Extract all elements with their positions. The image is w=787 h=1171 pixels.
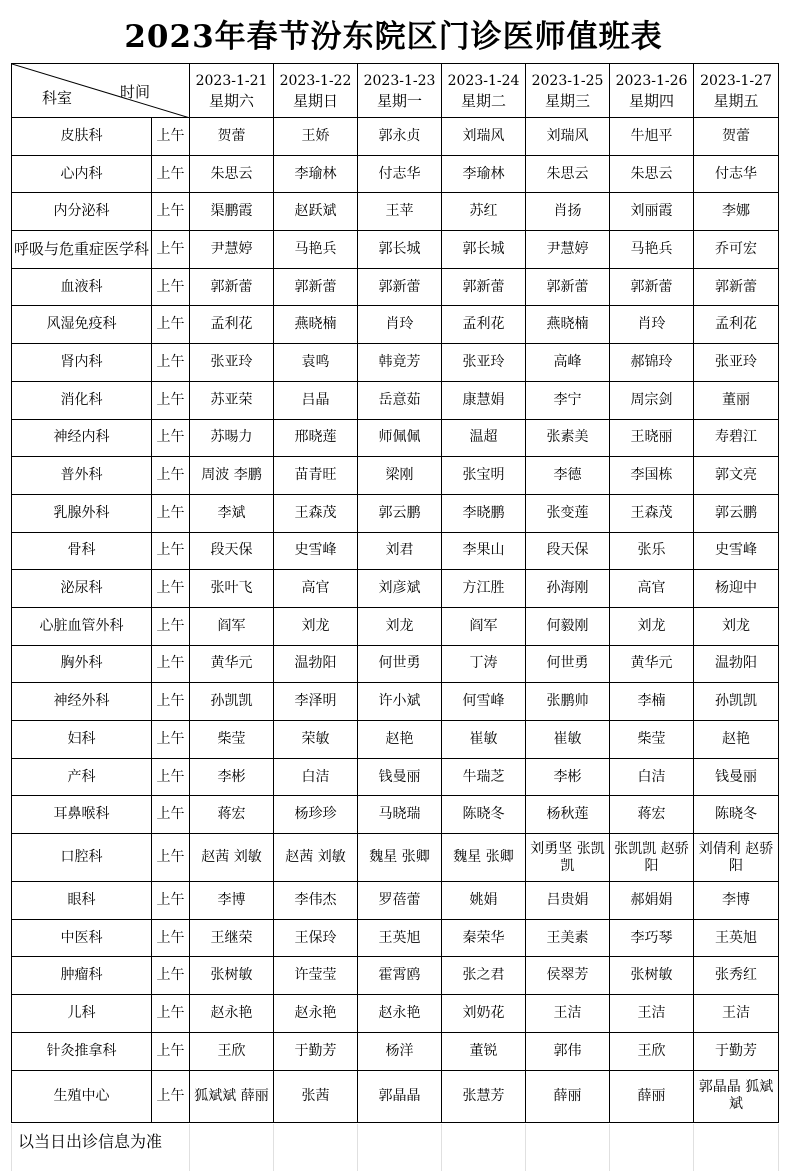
doctor-cell: 张鹏帅 (526, 683, 610, 721)
doctor-cell: 许莹莹 (274, 957, 358, 995)
period-cell: 上午 (152, 1032, 190, 1070)
table-row (12, 419, 779, 457)
doctor-cell: 于勤芳 (694, 1032, 779, 1070)
doctor-cell: 赵跃斌 (274, 193, 358, 231)
department-cell: 骨科 (12, 532, 152, 570)
period-cell: 上午 (152, 645, 190, 683)
doctor-cell: 李果山 (442, 532, 526, 570)
doctor-cell: 姚娟 (442, 882, 526, 920)
doctor-cell: 刘龙 (274, 607, 358, 645)
doctor-cell: 贺蕾 (190, 118, 274, 156)
department-cell: 普外科 (12, 457, 152, 495)
doctor-cell: 李宁 (526, 381, 610, 419)
department-cell: 神经内科 (12, 419, 152, 457)
doctor-cell: 李德 (526, 457, 610, 495)
table-row (12, 494, 779, 532)
doctor-cell: 薛丽 (610, 1070, 694, 1122)
doctor-cell: 郭新蕾 (610, 268, 694, 306)
table-row (12, 381, 779, 419)
department-cell: 儿科 (12, 995, 152, 1033)
doctor-cell: 吕贵娟 (526, 882, 610, 920)
period-cell: 上午 (152, 306, 190, 344)
department-cell: 针灸推拿科 (12, 1032, 152, 1070)
doctor-cell: 赵永艳 (190, 995, 274, 1033)
doctor-cell: 苏亚荣 (190, 381, 274, 419)
period-cell: 上午 (152, 607, 190, 645)
doctor-cell: 郭晶晶 狐斌斌 (694, 1070, 779, 1122)
period-cell: 上午 (152, 995, 190, 1033)
weekday-label: 星期三 (544, 91, 590, 110)
date-label: 2023-1-27 (700, 72, 772, 89)
doctor-cell: 刘龙 (358, 607, 442, 645)
doctor-cell: 王洁 (526, 995, 610, 1033)
doctor-cell: 黄华元 (190, 645, 274, 683)
doctor-cell: 崔敏 (526, 721, 610, 759)
doctor-cell: 李楠 (610, 683, 694, 721)
doctor-cell: 燕晓楠 (526, 306, 610, 344)
header-row (12, 64, 779, 118)
doctor-cell: 郭文亮 (694, 457, 779, 495)
doctor-cell: 马艳兵 (610, 231, 694, 269)
doctor-cell: 杨迎中 (694, 570, 779, 608)
doctor-cell: 张素美 (526, 419, 610, 457)
dept-axis-label: 科室 (42, 89, 73, 107)
table-row (12, 118, 779, 156)
doctor-cell: 陈晓冬 (694, 796, 779, 834)
doctor-cell: 王森茂 (274, 494, 358, 532)
period-cell: 上午 (152, 231, 190, 269)
doctor-cell: 张树敏 (190, 957, 274, 995)
doctor-cell: 赵茜 刘敏 (274, 834, 358, 882)
period-cell: 上午 (152, 268, 190, 306)
doctor-cell: 付志华 (358, 155, 442, 193)
department-cell: 产科 (12, 758, 152, 796)
doctor-cell: 刘瑞风 (442, 118, 526, 156)
department-cell: 乳腺外科 (12, 494, 152, 532)
doctor-cell: 郭新蕾 (190, 268, 274, 306)
doctor-cell: 陈晓冬 (442, 796, 526, 834)
doctor-cell: 白洁 (610, 758, 694, 796)
doctor-cell: 刘彦斌 (358, 570, 442, 608)
date-label: 2023-1-24 (447, 72, 520, 89)
doctor-cell: 肖玲 (610, 306, 694, 344)
table-row (12, 995, 779, 1033)
doctor-cell: 杨秋莲 (526, 796, 610, 834)
doctor-cell: 尹慧婷 (190, 231, 274, 269)
doctor-cell: 王英旭 (694, 919, 779, 957)
doctor-cell: 周波 李鹏 (190, 457, 274, 495)
department-cell: 消化科 (12, 381, 152, 419)
doctor-cell: 马艳兵 (274, 231, 358, 269)
period-cell: 上午 (152, 155, 190, 193)
doctor-cell: 王欣 (190, 1032, 274, 1070)
doctor-cell: 赵艳 (694, 721, 779, 759)
weekday-label: 星期五 (713, 91, 759, 110)
doctor-cell: 何世勇 (358, 645, 442, 683)
period-cell: 上午 (152, 758, 190, 796)
doctor-cell: 董丽 (694, 381, 779, 419)
page-title: 2023年春节汾东院区门诊医师值班表 (124, 19, 663, 55)
period-cell: 上午 (152, 882, 190, 920)
date-label: 2023-1-26 (615, 72, 688, 89)
department-cell: 口腔科 (12, 834, 152, 882)
doctor-cell: 高峰 (526, 344, 610, 382)
department-cell: 泌尿科 (12, 570, 152, 608)
doctor-cell: 钱曼丽 (694, 758, 779, 796)
table-row (12, 683, 779, 721)
doctor-cell: 郭云鹏 (694, 494, 779, 532)
table-row (12, 1032, 779, 1070)
doctor-cell: 吕晶 (274, 381, 358, 419)
period-cell: 上午 (152, 193, 190, 231)
doctor-cell: 段天保 (526, 532, 610, 570)
doctor-cell: 郭新蕾 (526, 268, 610, 306)
doctor-cell: 梁刚 (358, 457, 442, 495)
doctor-cell: 于勤芳 (274, 1032, 358, 1070)
doctor-cell: 白洁 (274, 758, 358, 796)
doctor-cell: 魏星 张卿 (358, 834, 442, 882)
doctor-cell: 苏晹力 (190, 419, 274, 457)
doctor-cell: 温勃阳 (694, 645, 779, 683)
doctor-cell: 贺蕾 (694, 118, 779, 156)
doctor-cell: 蒋宏 (190, 796, 274, 834)
corner-header (12, 64, 190, 118)
table-row (12, 834, 779, 882)
doctor-cell: 张茜 (274, 1070, 358, 1122)
doctor-cell: 史雪峰 (274, 532, 358, 570)
doctor-cell: 张叶飞 (190, 570, 274, 608)
doctor-cell: 郭新蕾 (274, 268, 358, 306)
doctor-cell: 李博 (190, 882, 274, 920)
doctor-cell: 高官 (274, 570, 358, 608)
date-label: 2023-1-23 (363, 72, 436, 89)
doctor-cell: 李巧琴 (610, 919, 694, 957)
doctor-cell: 高官 (610, 570, 694, 608)
department-cell: 心内科 (12, 155, 152, 193)
doctor-cell: 张亚玲 (190, 344, 274, 382)
table-row (12, 193, 779, 231)
doctor-cell: 牛旭平 (610, 118, 694, 156)
period-cell: 上午 (152, 683, 190, 721)
department-cell: 神经外科 (12, 683, 152, 721)
doctor-cell: 李泽明 (274, 683, 358, 721)
period-cell: 上午 (152, 570, 190, 608)
doctor-cell: 郭新蕾 (694, 268, 779, 306)
doctor-cell: 岳意茹 (358, 381, 442, 419)
doctor-cell: 朱思云 (610, 155, 694, 193)
doctor-cell: 李瑜林 (442, 155, 526, 193)
doctor-cell: 寿碧江 (694, 419, 779, 457)
doctor-cell: 杨珍珍 (274, 796, 358, 834)
table-row (12, 306, 779, 344)
doctor-cell: 王苹 (358, 193, 442, 231)
table-row (12, 457, 779, 495)
doctor-cell: 康慧娟 (442, 381, 526, 419)
doctor-cell: 董锐 (442, 1032, 526, 1070)
doctor-cell: 周宗剑 (610, 381, 694, 419)
department-cell: 风湿免疫科 (12, 306, 152, 344)
doctor-cell: 朱思云 (190, 155, 274, 193)
doctor-cell: 郭新蕾 (358, 268, 442, 306)
doctor-cell: 郭长城 (358, 231, 442, 269)
doctor-cell: 刘龙 (694, 607, 779, 645)
doctor-cell: 温勃阳 (274, 645, 358, 683)
doctor-cell: 王美素 (526, 919, 610, 957)
doctor-cell: 郝锦玲 (610, 344, 694, 382)
doctor-cell: 王继荣 (190, 919, 274, 957)
doctor-cell: 刘奶花 (442, 995, 526, 1033)
date-label: 2023-1-21 (195, 72, 268, 89)
doctor-cell: 温超 (442, 419, 526, 457)
table-row (12, 268, 779, 306)
table-row (12, 882, 779, 920)
doctor-cell: 史雪峰 (694, 532, 779, 570)
doctor-cell: 霍霄鸥 (358, 957, 442, 995)
doctor-cell: 郭晶晶 (358, 1070, 442, 1122)
date-header (694, 64, 779, 118)
table-row (12, 231, 779, 269)
department-cell: 肿瘤科 (12, 957, 152, 995)
table-row (12, 1070, 779, 1122)
doctor-cell: 朱思云 (526, 155, 610, 193)
table-row (12, 796, 779, 834)
weekday-label: 星期四 (628, 91, 674, 110)
department-cell: 呼吸与危重症医学科 (12, 231, 152, 269)
table-row (12, 344, 779, 382)
doctor-cell: 燕晓楠 (274, 306, 358, 344)
period-cell: 上午 (152, 419, 190, 457)
doctor-cell: 丁涛 (442, 645, 526, 683)
department-cell: 眼科 (12, 882, 152, 920)
doctor-cell: 李彬 (190, 758, 274, 796)
doctor-cell: 段天保 (190, 532, 274, 570)
doctor-cell: 李斌 (190, 494, 274, 532)
doctor-cell: 袁鸣 (274, 344, 358, 382)
doctor-cell: 许小斌 (358, 683, 442, 721)
doctor-cell: 李伟杰 (274, 882, 358, 920)
doctor-cell: 杨洋 (358, 1032, 442, 1070)
doctor-cell: 郭新蕾 (442, 268, 526, 306)
period-cell: 上午 (152, 381, 190, 419)
doctor-cell: 秦荣华 (442, 919, 526, 957)
doctor-cell: 付志华 (694, 155, 779, 193)
weekday-label: 星期一 (376, 91, 422, 110)
doctor-cell: 荣敏 (274, 721, 358, 759)
department-cell: 内分泌科 (12, 193, 152, 231)
doctor-cell: 孙凯凯 (190, 683, 274, 721)
doctor-cell: 孙凯凯 (694, 683, 779, 721)
department-cell: 胸外科 (12, 645, 152, 683)
date-label: 2023-1-22 (279, 72, 352, 89)
doctor-cell: 崔敏 (442, 721, 526, 759)
doctor-cell: 蒋宏 (610, 796, 694, 834)
doctor-cell: 孟利花 (190, 306, 274, 344)
table-row (12, 758, 779, 796)
period-cell: 上午 (152, 532, 190, 570)
doctor-cell: 赵艳 (358, 721, 442, 759)
table-row (12, 607, 779, 645)
doctor-cell: 马晓瑞 (358, 796, 442, 834)
weekday-label: 星期六 (208, 91, 254, 110)
department-cell: 生殖中心 (12, 1070, 152, 1122)
doctor-cell: 李娜 (694, 193, 779, 231)
doctor-cell: 刘君 (358, 532, 442, 570)
footnote: 以当日出诊信息为准 (18, 1132, 163, 1151)
doctor-cell: 张宝明 (442, 457, 526, 495)
department-cell: 心脏血管外科 (12, 607, 152, 645)
doctor-cell: 刘丽霞 (610, 193, 694, 231)
doctor-cell: 何毅刚 (526, 607, 610, 645)
department-cell: 肾内科 (12, 344, 152, 382)
doctor-cell: 王欣 (610, 1032, 694, 1070)
doctor-cell: 郭云鹏 (358, 494, 442, 532)
doctor-cell: 何世勇 (526, 645, 610, 683)
doctor-cell: 渠鹏霞 (190, 193, 274, 231)
doctor-cell: 苏红 (442, 193, 526, 231)
doctor-cell: 张亚玲 (694, 344, 779, 382)
doctor-cell: 苗青旺 (274, 457, 358, 495)
duty-roster-table (11, 63, 779, 1123)
doctor-cell: 王洁 (694, 995, 779, 1033)
doctor-cell: 郝娟娟 (610, 882, 694, 920)
doctor-cell: 侯翠芳 (526, 957, 610, 995)
date-label: 2023-1-25 (531, 72, 604, 89)
doctor-cell: 李博 (694, 882, 779, 920)
doctor-cell: 张乐 (610, 532, 694, 570)
table-row (12, 721, 779, 759)
period-cell: 上午 (152, 796, 190, 834)
period-cell: 上午 (152, 957, 190, 995)
doctor-cell: 薛丽 (526, 1070, 610, 1122)
doctor-cell: 方江胜 (442, 570, 526, 608)
doctor-cell: 张秀红 (694, 957, 779, 995)
doctor-cell: 肖扬 (526, 193, 610, 231)
doctor-cell: 魏星 张卿 (442, 834, 526, 882)
doctor-cell: 李彬 (526, 758, 610, 796)
doctor-cell: 乔可宏 (694, 231, 779, 269)
table-row (12, 957, 779, 995)
doctor-cell: 王洁 (610, 995, 694, 1033)
doctor-cell: 刘瑞风 (526, 118, 610, 156)
doctor-cell: 张亚玲 (442, 344, 526, 382)
doctor-cell: 牛瑞芝 (442, 758, 526, 796)
weekday-label: 星期二 (460, 91, 506, 110)
weekday-label: 星期日 (292, 91, 338, 110)
doctor-cell: 赵永艳 (358, 995, 442, 1033)
period-cell: 上午 (152, 457, 190, 495)
doctor-cell: 张慧芳 (442, 1070, 526, 1122)
period-cell: 上午 (152, 344, 190, 382)
doctor-cell: 李晓鹏 (442, 494, 526, 532)
table-row (12, 570, 779, 608)
department-cell: 中医科 (12, 919, 152, 957)
doctor-cell: 王森茂 (610, 494, 694, 532)
date-header (190, 64, 274, 118)
doctor-cell: 刘勇坚 张凯凯 (526, 834, 610, 882)
doctor-cell: 罗蓓蕾 (358, 882, 442, 920)
doctor-cell: 柴莹 (190, 721, 274, 759)
doctor-cell: 赵茜 刘敏 (190, 834, 274, 882)
period-cell: 上午 (152, 919, 190, 957)
doctor-cell: 王保玲 (274, 919, 358, 957)
table-row (12, 645, 779, 683)
doctor-cell: 何雪峰 (442, 683, 526, 721)
doctor-cell: 王晓丽 (610, 419, 694, 457)
table-row (12, 919, 779, 957)
doctor-cell: 邢晓莲 (274, 419, 358, 457)
department-cell: 耳鼻喉科 (12, 796, 152, 834)
period-cell: 上午 (152, 1070, 190, 1122)
period-cell: 上午 (152, 721, 190, 759)
doctor-cell: 李国栋 (610, 457, 694, 495)
doctor-cell: 张之君 (442, 957, 526, 995)
doctor-cell: 韩竟芳 (358, 344, 442, 382)
table-row (12, 155, 779, 193)
doctor-cell: 柴莹 (610, 721, 694, 759)
date-header (358, 64, 442, 118)
doctor-cell: 孟利花 (694, 306, 779, 344)
table-row (12, 532, 779, 570)
doctor-cell: 钱曼丽 (358, 758, 442, 796)
doctor-cell: 张变莲 (526, 494, 610, 532)
doctor-cell: 赵永艳 (274, 995, 358, 1033)
doctor-cell: 阎军 (190, 607, 274, 645)
date-header (442, 64, 526, 118)
doctor-cell: 郭伟 (526, 1032, 610, 1070)
date-header (526, 64, 610, 118)
doctor-cell: 郭长城 (442, 231, 526, 269)
doctor-cell: 刘倩利 赵骄阳 (694, 834, 779, 882)
doctor-cell: 刘龙 (610, 607, 694, 645)
doctor-cell: 郭永贞 (358, 118, 442, 156)
department-cell: 皮肤科 (12, 118, 152, 156)
doctor-cell: 张树敏 (610, 957, 694, 995)
doctor-cell: 王娇 (274, 118, 358, 156)
doctor-cell: 黄华元 (610, 645, 694, 683)
period-cell: 上午 (152, 494, 190, 532)
doctor-cell: 狐斌斌 薛丽 (190, 1070, 274, 1122)
date-header (610, 64, 694, 118)
time-axis-label: 时间 (120, 83, 151, 101)
doctor-cell: 张凯凯 赵骄阳 (610, 834, 694, 882)
doctor-cell: 李瑜林 (274, 155, 358, 193)
doctor-cell: 师佩佩 (358, 419, 442, 457)
doctor-cell: 肖玲 (358, 306, 442, 344)
doctor-cell: 王英旭 (358, 919, 442, 957)
doctor-cell: 尹慧婷 (526, 231, 610, 269)
doctor-cell: 孙海刚 (526, 570, 610, 608)
date-header (274, 64, 358, 118)
period-cell: 上午 (152, 834, 190, 882)
department-cell: 血液科 (12, 268, 152, 306)
corner-diagonal (12, 64, 190, 118)
doctor-cell: 孟利花 (442, 306, 526, 344)
department-cell: 妇科 (12, 721, 152, 759)
period-cell: 上午 (152, 118, 190, 156)
doctor-cell: 阎军 (442, 607, 526, 645)
